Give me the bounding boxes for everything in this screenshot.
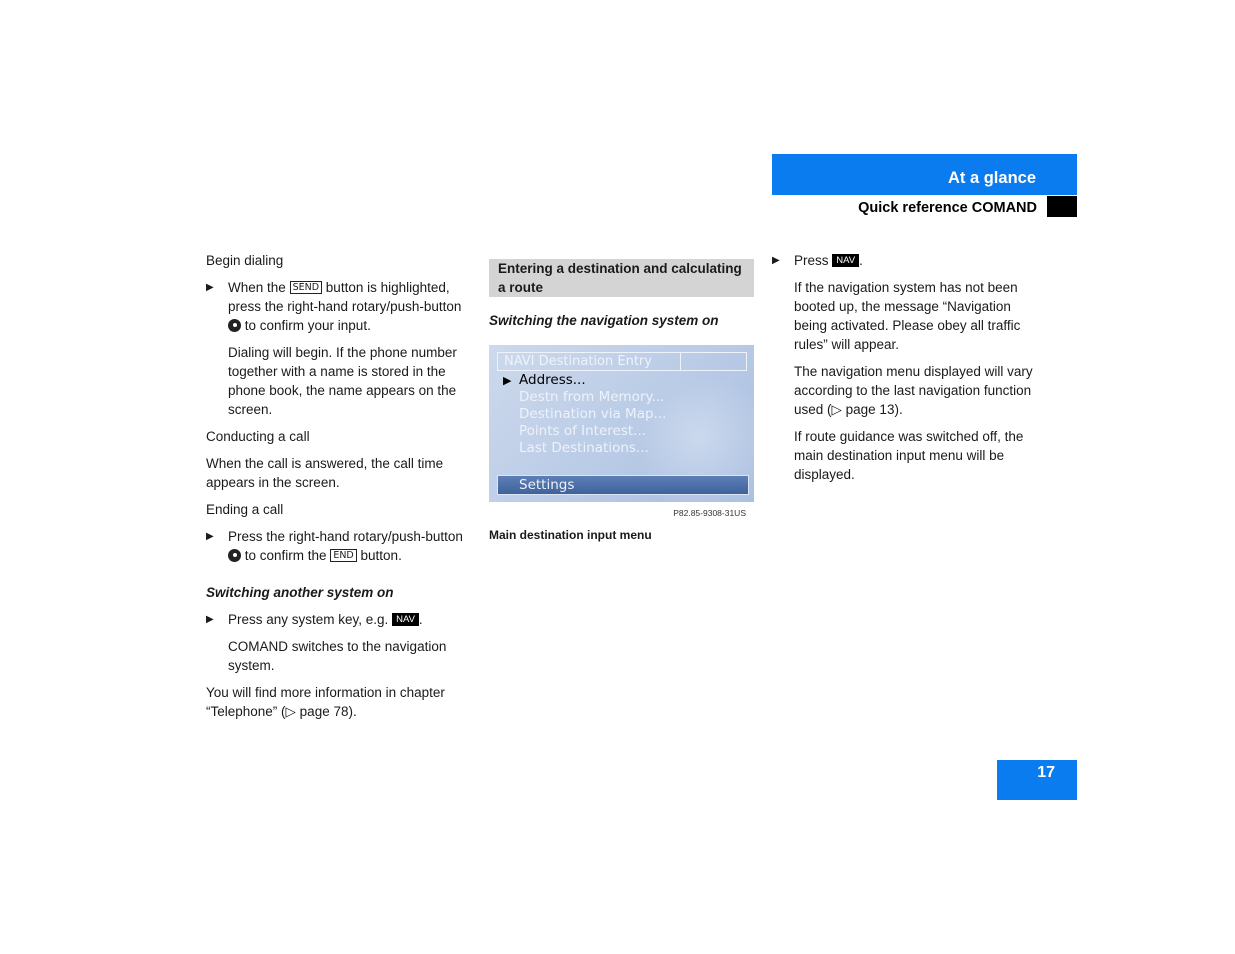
page-number-box <box>997 760 1077 800</box>
rotary-knob-icon <box>228 549 241 562</box>
send-key-icon: SEND <box>290 281 322 294</box>
section-title: At a glance <box>947 169 1036 187</box>
subheading-nav-on: Switching the navigation system on <box>489 313 719 328</box>
nav-info-guidance: If route guidance was switched off, the main destination input menu will be displayed. <box>794 429 1024 482</box>
step-ending <box>206 527 474 565</box>
rotary-knob-icon <box>228 319 241 332</box>
step-arrow-icon: ▶ <box>206 282 214 293</box>
screen-title: NAVI Destination Entry <box>504 354 652 369</box>
menu-item-address[interactable] <box>503 372 666 389</box>
system-key-result: COMAND switches to the navigation system. <box>228 639 447 673</box>
titlebar-divider <box>680 353 681 370</box>
header-section-bar <box>772 154 1077 195</box>
figure-code: P82.85-9308-31US <box>673 508 746 518</box>
end-key-icon: END <box>330 549 356 562</box>
menu-item-last[interactable]: Last Destinations... <box>519 440 649 456</box>
heading-conducting-call: Conducting a call <box>206 429 310 444</box>
nav-info-menu: The navigation menu displayed will vary according to the last navigation function used (▷ page 13). <box>794 364 1033 417</box>
menu-item-poi[interactable]: Points of Interest... <box>519 423 647 439</box>
step-text: button. <box>360 548 402 563</box>
column-middle <box>489 259 754 330</box>
screen-menu <box>503 372 666 457</box>
screen-titlebar <box>497 352 747 371</box>
navi-screen-figure <box>489 345 754 502</box>
step-arrow-icon: ▶ <box>206 614 214 625</box>
header-marker <box>1047 196 1077 217</box>
subheading-switching-system: Switching another system on <box>206 585 394 600</box>
dialing-result: Dialing will begin. If the phone number together with a name is stored in the phone book, the name appears on the screen. <box>228 345 457 417</box>
step-text: to confirm your input. <box>244 318 371 333</box>
heading-begin-dialing: Begin dialing <box>206 253 284 268</box>
settings-label: Settings <box>519 477 575 493</box>
heading-ending-call: Ending a call <box>206 502 284 517</box>
step-text: Press <box>794 253 829 268</box>
step-text: Press any system key, e.g. <box>228 612 389 627</box>
nav-info-booting: If the navigation system has not been booted up, the message “Navigation being activated. Please obey all traffic rules” will appear. <box>794 280 1021 352</box>
menu-item-label: Address... <box>519 372 586 388</box>
step-arrow-icon: ▶ <box>772 255 780 266</box>
subsection-title: Quick reference COMAND <box>858 200 1037 216</box>
section-heading-box: Entering a destination and calculating a route <box>489 259 754 297</box>
column-right <box>772 251 1040 492</box>
menu-item-memory[interactable]: Destn from Memory... <box>519 389 665 405</box>
menu-item-map[interactable]: Destination via Map... <box>519 406 667 422</box>
step-text: to confirm the <box>244 548 327 563</box>
step-text: button is highlighted, press the right-hand rotary/push-button <box>228 280 462 314</box>
nav-key-icon: NAV <box>832 254 859 267</box>
step-press-nav: ▶ Press NAV . <box>772 253 863 268</box>
column-left <box>206 251 474 729</box>
more-info-text: You will find more information in chapter “Telephone” (▷ page 78). <box>206 685 445 719</box>
step-system-key: ▶ Press any system key, e.g. NAV . <box>206 612 423 627</box>
step-arrow-icon: ▶ <box>206 531 214 542</box>
step-text: When the <box>228 280 286 295</box>
nav-key-icon: NAV <box>392 613 419 626</box>
step-text: Press the right-hand rotary/push-button <box>228 529 463 544</box>
step-dialing <box>206 278 474 335</box>
settings-bar[interactable] <box>497 475 749 495</box>
figure-caption: Main destination input menu <box>489 528 652 542</box>
pointer-icon: ▶ <box>503 374 512 387</box>
conducting-text: When the call is answered, the call time appears in the screen. <box>206 456 444 490</box>
page-number: 17 <box>1037 764 1055 781</box>
